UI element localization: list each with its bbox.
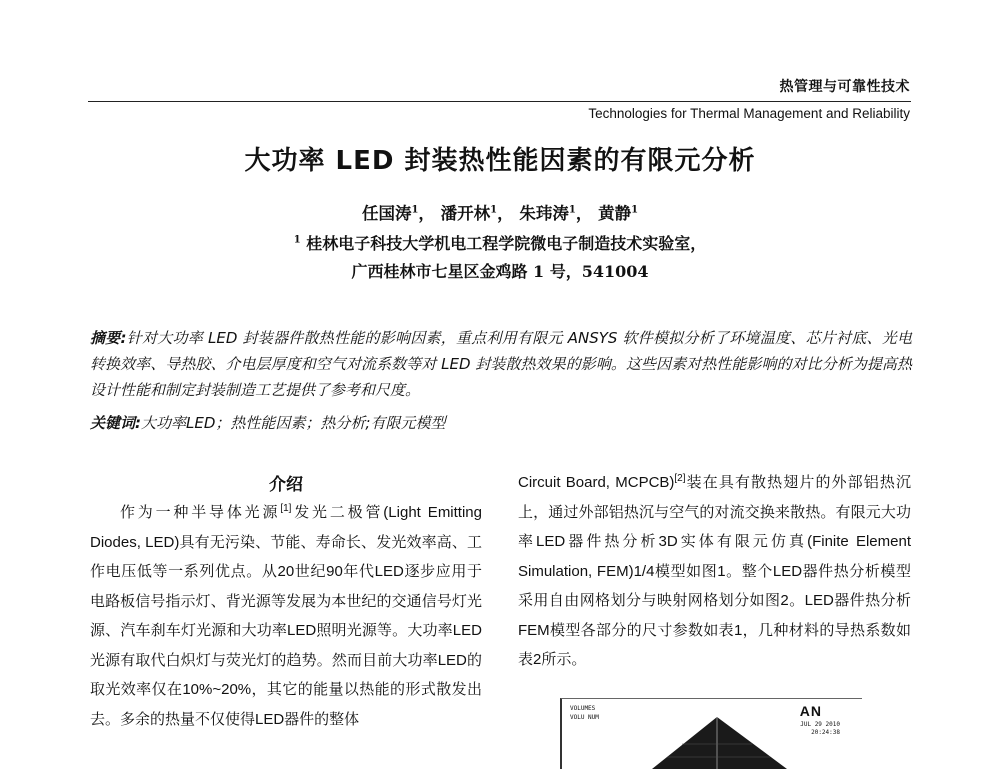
author-affiliation-marker: 1 xyxy=(411,204,419,216)
affiliation-marker: 1 xyxy=(293,234,301,246)
section-heading-intro: 介绍 xyxy=(269,475,303,495)
figure-label: VOLU NUM xyxy=(570,714,599,721)
ansys-logo: AN xyxy=(799,703,822,719)
affiliation-line-2: 广西桂林市七星区金鸡路 1 号，541004 xyxy=(351,262,649,281)
abstract xyxy=(90,325,912,403)
author-affiliation-marker: 1 xyxy=(631,204,639,216)
header-divider xyxy=(88,101,911,102)
body-column-right xyxy=(518,464,911,675)
body-paragraph xyxy=(518,464,911,675)
section-label-cn: 热管理与可靠性技术 xyxy=(779,79,910,95)
intro-paragraph xyxy=(90,494,482,734)
citation-ref: [2] xyxy=(674,473,686,484)
keywords-label: 关键词: xyxy=(90,414,141,432)
figure-label: VOLUMES xyxy=(570,705,596,712)
keywords xyxy=(90,412,912,433)
body-text-start: Circuit Board, MCPCB) xyxy=(518,474,675,491)
citation-ref: [1] xyxy=(280,503,292,514)
author-affiliation-marker: 1 xyxy=(490,204,498,216)
author-name: 潘开林 xyxy=(440,204,491,223)
figure-date: JUL 29 2010 xyxy=(800,721,840,728)
author-affiliation-marker: 1 xyxy=(568,204,576,216)
author-name: 任国涛 xyxy=(361,204,412,223)
body-text-rest: 装在具有散热翅片的外部铝热沉上，通过外部铝热沉与空气的对流交换来散热。有限元大功率LED器件热分析3D实体有限元仿真(Finite Element Simulation, FEM)1/4模型如图1。整个LED器件热分析模型采用自由网格划分与映射网格划分如图2。LED器件热分析FEM模型各部分的尺寸参数如表1，几种材料的导热系数如表2所示。 xyxy=(518,474,911,668)
intro-column-left xyxy=(90,494,482,734)
affiliation-text-1: 桂林电子科技大学机电工程学院微电子制造技术实验室， xyxy=(306,234,707,253)
affiliation-line-1 xyxy=(0,231,1000,254)
figure-fem-model xyxy=(560,698,862,769)
section-label-en: Technologies for Thermal Management and Reliability xyxy=(588,106,910,121)
abstract-label: 摘要: xyxy=(90,329,127,347)
abstract-text: 针对大功率 LED 封装器件散热性能的影响因素，重点利用有限元 ANSYS 软件模拟分析了环境温度、芯片衬底、光电转换效率、导热胶、介电层厚度和空气对流系数等对 LED 封装散热效果的影响。这些因素对热性能影响的对比分析为提高热设计性能和制定封装制造工艺提供了参考和尺度。 xyxy=(90,329,913,399)
figure-time: 20:24:38 xyxy=(811,729,840,736)
paper-title: 大功率 LED 封装热性能因素的有限元分析 xyxy=(244,146,756,176)
author-name: 黄静 xyxy=(598,204,632,223)
author-name: 朱玮涛 xyxy=(519,204,569,223)
intro-text-rest: 发光二极管(Light Emitting Diodes, LED)具有无污染、节能、寿命长、发光效率高、工作电压低等一系列优点。从20世纪90年代LED逐步应用于电路板信号指示灯、背光源等发展为本世纪的交通信号灯光源、汽车刹车灯光源和大功率LED照明光源等。大功率LED光源有取代白炽灯与荧光灯的趋势。然而目前大功率LED的取光效率仅在10%~20%，其它的能量以热能的形式散发出去。多余的热量不仅使得LED器件的整体 xyxy=(90,504,482,728)
author-list: 任国涛$^1$， 潘开林$^1$， 朱玮涛$^1$， 黄静$^1$ xyxy=(361,204,639,223)
keywords-text: 大功率LED；热性能因素；热分析;有限元模型 xyxy=(141,414,446,432)
intro-text-start: 作为一种半导体光源 xyxy=(120,504,281,521)
